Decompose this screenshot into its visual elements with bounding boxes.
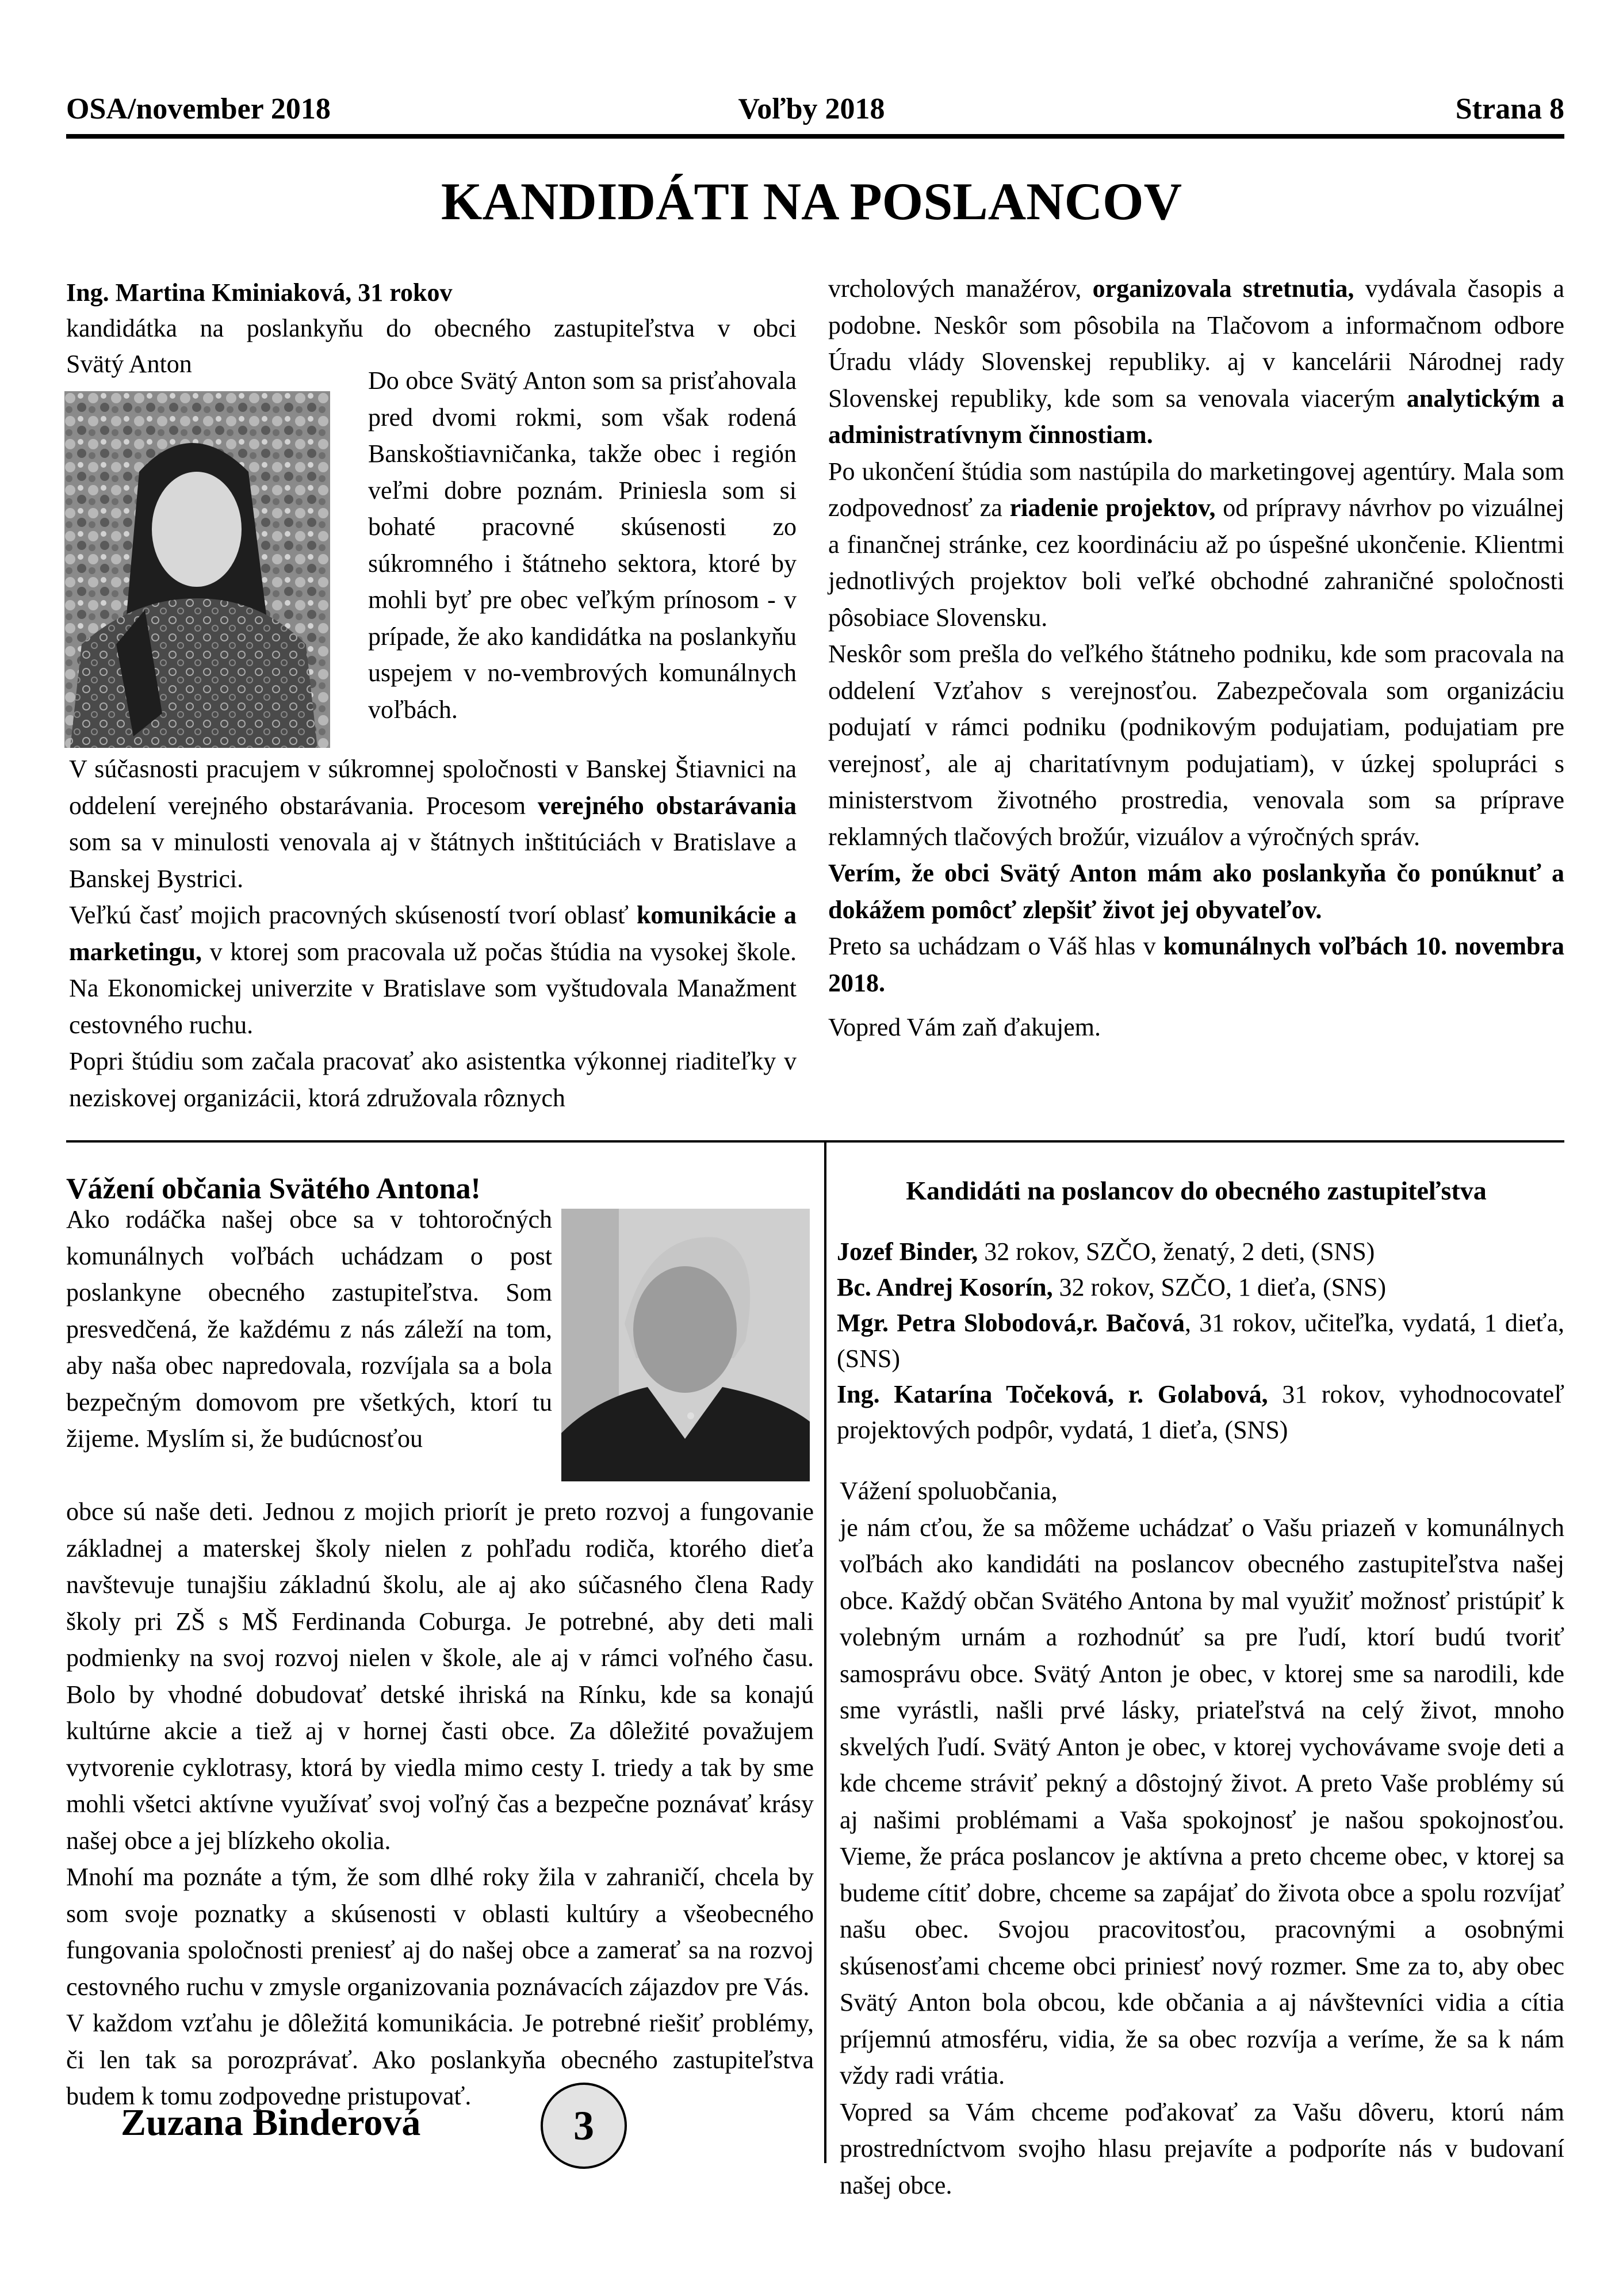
article3-body [840,1473,1564,2203]
article1-subtitle-1: kandidátka na poslankyňu do obecného zastupiteľstva v obci [66,314,797,342]
candidate-list [837,1234,1564,1448]
article2-signature: Zuzana Binderová [121,2102,421,2144]
article1-col2-paragraph-4: Verím, že obci Svätý Anton mám ako poslankyňa čo ponúknuť a dokážem pomôcť zlepšiť život jej obyvateľov. [828,859,1564,924]
section-divider-horizontal [66,1140,1564,1143]
header-page-number: Strana 8 [1455,93,1564,125]
article1-col2-paragraph-3: Neskôr som prešla do veľkého štátneho podniku, kde som pracovala na oddelení Vzťahov s verejnosťou. Zabezpečovala som organizáciu podujatí v rámci podniku (podnikovým podujatiam, podujatiam pre verejnosť, ale aj charitatívnym podujatiam), v úzkej spolupráci s ministerstvom životného prostredia, venovala som sa príprave reklamných tlačových brožúr, vizuálov a výročných správ. [828,640,1564,851]
article1-col2-paragraph-6: Vopred Vám zaň ďakujem. [828,1013,1101,1041]
photo-binderova [561,1209,810,1481]
article3-paragraph-1: je nám cťou, že sa môžeme uchádzať o Vašu priazeň v komunálnych voľbách ako kandidáti na poslancov obecného zastupiteľstva našej obce. Každý občan Svätého Antona by mal využiť možnosť pristúpiť k volebným urnám a rozhodnúť sa pre ľudí, ktorí budú tvoriť samosprávu obce. Svätý Anton je obec, v ktorej sme sa narodili, kde sme vyrástli, našli prvé lásky, priateľstvá na celý život, mnoho skvelých ľudí. Svätý Anton je obec, v ktorej vychovávame svoje deti a kde chceme stráviť pekný a dôstojný život. A preto Vaše problémy sú aj našimi problémami a Vaša spokojnosť je našou spokojnosťou. Vieme, že práca poslancov je aktívna a preto chceme obec, v ktorej sa budeme cítiť dobre, chceme sa zapájať do života obce a spolu rozvíjať našu obec. Svojou pracovitosťou, pracovnými a osobnými skúsenosťami chceme obci priniesť nový rozmer. Sme za to, aby obec Svätý Anton bola obcou, kde občania a aj návštevníci vidia a cítia príjemnú atmosféru, vidia, že sa obec rozvíja a veríme, že sa k nám vždy radi vrátia. [840,1513,1564,2089]
header-rule [66,134,1564,139]
article2-paragraph-1: obce sú naše deti. Jednou z mojich priorít je preto rozvoj a fungovanie základnej a materskej školy nielen z pohľadu rodiča, ktorého dieťa navštevuje tunajšiu základnú školu, ale aj ako súčasného člena Rady školy pri ZŠ s MŠ Ferdinanda Coburga. Je potrebné, aby deti mali podmienky na svoj rozvoj nielen v škole, ale aj v rámci voľného času. Bolo by vhodné dobudovať detské ihriská na Rínku, kde sa konajú kultúrne akcie a tiež aj v hornej časti obce. Za dôležité považujem vytvorenie cyklotrasy, ktorá by viedla mimo cesty I. triedy a tak by sme mohli všetci aktívne využívať svoj voľný čas a bezpečne poznávať krásy našej obce a jej blízkeho okolia. [66,1497,814,1855]
header-issue: OSA/november 2018 [66,93,331,125]
page-title: KANDIDÁTI NA POSLANCOV [441,172,1182,231]
article1-name: Ing. Martina Kminiaková, 31 rokov [66,278,453,307]
article1-paragraph-1: V súčasnosti pracujem v súkromnej spoločnosti v Banskej Štiavnici na oddelení verejného obstarávania. Procesom verejného obstarávania som sa v minulosti venovala aj v štátnych inštitúciách v Bratislave a Banskej Bystrici. [69,755,797,893]
article1-body-col1 [69,751,797,1116]
article2-body [66,1493,814,2115]
article1-col2-paragraph-2: Po ukončení štúdia som nastúpila do marketingovej agentúry. Mala som zodpovednosť za riadenie projektov, od prípravy návrhov po vizuálnej a finančnej stránke, cez koordináciu až po úspešné ukončenie. Klientmi jednotlivých projektov boli veľké obchodné zahraničné spoločnosti pôsobiace Slovensku. [828,457,1564,632]
portrait-image [561,1209,810,1481]
section-divider-vertical [824,1140,826,2163]
portrait-image [64,391,330,748]
article1-paragraph-3: Popri štúdiu som začala pracovať ako asistentka výkonnej riaditeľky v neziskovej organizácii, ktorá združovala rôznych [69,1047,797,1112]
photo-kminiakova [64,391,330,748]
article1-paragraph-2: Veľkú časť mojich pracovných skúseností tvorí oblasť komunikácie a marketingu, v ktorej som pracovala už počas štúdia na vysokej škole. Na Ekonomickej univerzite v Bratislave som vyštudovala Manažment cestovného ruchu. [69,901,797,1039]
article3-heading: Kandidáti na poslancov do obecného zastupiteľstva [906,1176,1487,1205]
article1-subtitle-2: Svätý Anton [66,350,192,378]
candidate-item: Ing. Katarína Točeková, r. Golabová, 31 rokov, vyhodnocovateľ projektových podpôr, vydatá, 1 dieťa, (SNS) [837,1380,1564,1444]
article3-greeting: Vážení spoluobčania, [840,1477,1058,1505]
candidate-item: Jozef Binder, 32 rokov, SZČO, ženatý, 2 deti, (SNS) [837,1237,1375,1266]
article3-paragraph-2: Vopred sa Vám chceme poďakovať za Vašu dôveru, ktorú nám prostredníctvom svojho hlasu prejavíte a podporíte nás v budovaní našej obce. [840,2098,1564,2199]
article1-col2-paragraph-5: Preto sa uchádzam o Váš hlas v komunálnych voľbách 10. novembra 2018. [828,932,1564,997]
candidate-item: Mgr. Petra Slobodová,r. Bačová, 31 rokov, učiteľka, vydatá, 1 dieťa, (SNS) [837,1309,1564,1373]
article2-paragraph-2: Mnohí ma poznáte a tým, že som dlhé roky žila v zahraničí, chcela by som svoje poznatky a skúsenosti v oblasti kultúry a všeobecného fungovania spoločnosti preniesť aj do našej obce a zamerať sa na rozvoj cestovného ruchu v zmysle organizovania poznávacích zájazdov pre Vás. [66,1863,814,2001]
article1-intro: Do obce Svätý Anton som sa prisťahovala pred dvomi rokmi, som však rodená Banskoštiavničanka, takže obec i región veľmi dobre poznám. Priniesla som si bohaté pracovné skúsenosti zo súkromného i štátneho sektora, ktoré by mohli byť pre obec veľkým prínosom - v prípade, že ako kandidátka na poslankyňu uspejem v no-vembrových komunálnych voľbách. [368,366,797,724]
article2-intro: Ako rodáčka našej obce sa v tohtoročných komunálnych voľbách uchádzam o post poslankyne obecného zastupiteľstva. Som presvedčená, že každému z nás záleží na tom, aby naša obec napredovala, rozvíjala sa a bola bezpečným domovom pre všetkých, ktorí tu žijeme. Myslím si, že budúcnosťou [66,1205,552,1453]
article1-col2-paragraph-1: vrcholových manažérov, organizovala stretnutia, vydávala časopis a podobne. Neskôr som pôsobila na Tlačovom a informačnom odbore Úradu vlády Slovenskej republiky. aj v kancelárii Národnej rady Slovenskej republiky, kde som sa venovala viacerým analytickým a administratívnym činnostiam. [828,274,1565,449]
candidate-number-badge: 3 [541,2083,627,2169]
candidate-item: Bc. Andrej Kosorín, 32 rokov, SZČO, 1 dieťa, (SNS) [837,1273,1387,1301]
article2-paragraph-3: V každom vzťahu je dôležitá komunikácia. Je potrebné riešiť problémy, či len tak sa porozprávať. Ako poslankyňa obecného zastupiteľstva budem k tomu zodpovedne pristupovať. [66,2009,814,2110]
article1-body-col2 [828,270,1564,1046]
header-section: Voľby 2018 [738,93,885,125]
article2-heading: Vážení občania Svätého Antona! [66,1172,481,1205]
